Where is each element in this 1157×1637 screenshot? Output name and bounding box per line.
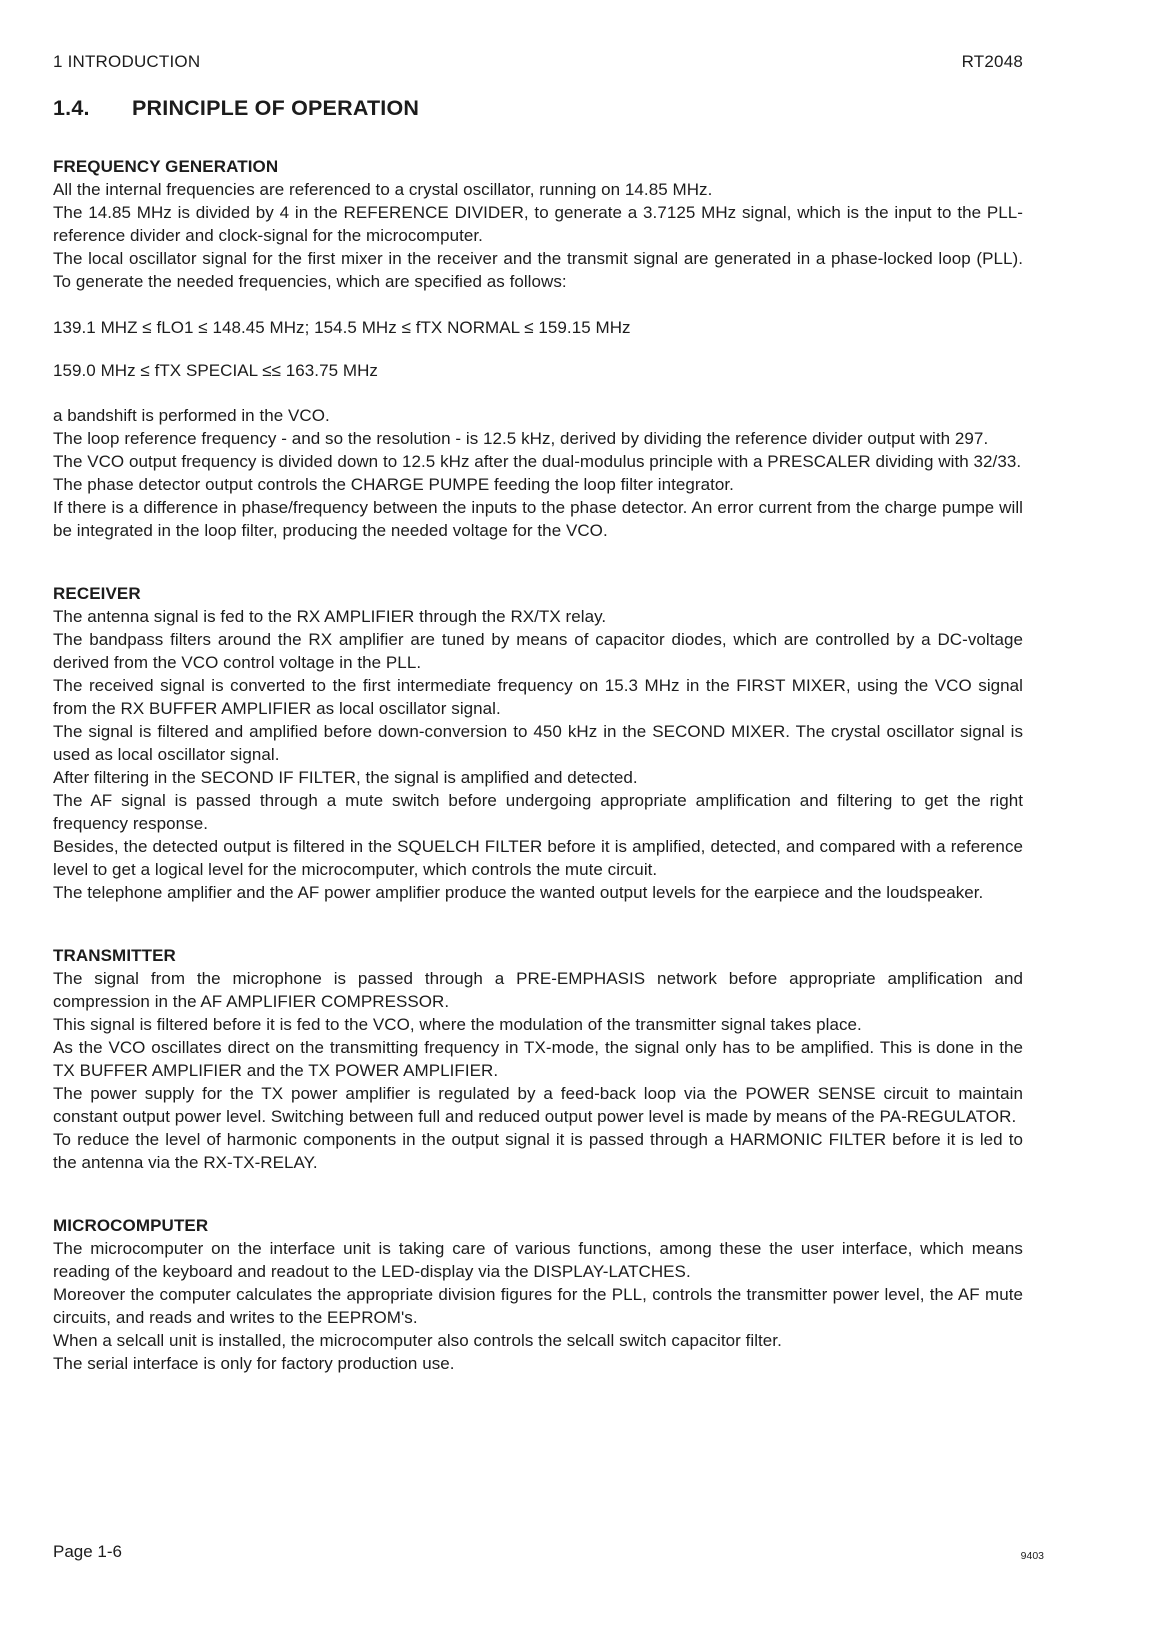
paragraph: After filtering in the SECOND IF FILTER, the signal is amplified and detected. xyxy=(53,768,638,787)
page-number: Page 1-6 xyxy=(53,1542,122,1561)
section-heading: FREQUENCY GENERATION xyxy=(53,157,279,176)
header-chapter-label: 1 INTRODUCTION xyxy=(53,52,201,71)
paragraph: The signal is filtered and amplified before down-conversion to 450 kHz in the SECOND MIXER. The crystal oscillator signal is used as local oscillator signal. xyxy=(53,722,1023,764)
section-heading: MICROCOMPUTER xyxy=(53,1216,209,1235)
paragraph: Besides, the detected output is filtered in the SQUELCH FILTER before it is amplified, detected, and compared with a reference level to get a logical level for the microcomputer, which controls the mute circuit. xyxy=(53,837,1023,879)
section-number: 1.4. xyxy=(53,96,90,120)
formula-line: 139.1 MHZ ≤ fLO1 ≤ 148.45 MHz; 154.5 MHz ≤ fTX NORMAL ≤ 159.15 MHz xyxy=(53,318,631,337)
paragraph: Moreover the computer calculates the appropriate division figures for the PLL, controls the transmitter power level, the AF mute circuits, and reads and writes to the EEPROM's. xyxy=(53,1285,1023,1327)
paragraph: The AF signal is passed through a mute switch before undergoing appropriate amplification and filtering to get the right frequency response. xyxy=(53,791,1023,833)
print-code: 9403 xyxy=(1020,1550,1044,1562)
page-header xyxy=(53,52,1023,72)
paragraph: The microcomputer on the interface unit is taking care of various functions, among these the user interface, which means reading of the keyboard and readout to the LED-display via the DISPLAY-LATCHES. xyxy=(53,1239,1023,1281)
paragraph: When a selcall unit is installed, the microcomputer also controls the selcall switch capacitor filter. xyxy=(53,1331,782,1350)
section-heading: RECEIVER xyxy=(53,584,141,603)
paragraph: The signal from the microphone is passed through a PRE-EMPHASIS network before appropriate amplification and compression in the AF AMPLIFIER COMPRESSOR. xyxy=(53,969,1023,1011)
formula-line: 159.0 MHz ≤ fTX SPECIAL ≤≤ 163.75 MHz xyxy=(53,361,378,380)
paragraph: The local oscillator signal for the first mixer in the receiver and the transmit signal are generated in a phase-locked loop (PLL). To generate the needed frequencies, which are specified as follows: xyxy=(53,249,1023,291)
section-title xyxy=(53,96,1023,121)
paragraph: The 14.85 MHz is divided by 4 in the REFERENCE DIVIDER, to generate a 3.7125 MHz signal, which is the input to the PLL-reference divider and clock-signal for the microcomputer. xyxy=(53,203,1023,245)
paragraph: The phase detector output controls the CHARGE PUMPE feeding the loop filter integrator. xyxy=(53,475,734,494)
paragraph: The power supply for the TX power amplifier is regulated by a feed-back loop via the POWER SENSE circuit to maintain constant output power level. Switching between full and reduced output power level is made by means of the PA-REGULATOR. xyxy=(53,1084,1023,1126)
section-receiver xyxy=(53,582,1023,904)
paragraph: The telephone amplifier and the AF power amplifier produce the wanted output levels for the earpiece and the loudspeaker. xyxy=(53,883,984,902)
paragraph: The bandpass filters around the RX amplifier are tuned by means of capacitor diodes, which are controlled by a DC-voltage derived from the VCO control voltage in the PLL. xyxy=(53,630,1023,672)
section-title-text: PRINCIPLE OF OPERATION xyxy=(132,96,420,120)
paragraph: The received signal is converted to the first intermediate frequency on 15.3 MHz in the FIRST MIXER, using the VCO signal from the RX BUFFER AMPLIFIER as local oscillator signal. xyxy=(53,676,1023,718)
paragraph: To reduce the level of harmonic components in the output signal it is passed through a HARMONIC FILTER before it is led to the antenna via the RX-TX-RELAY. xyxy=(53,1130,1023,1172)
paragraph: The antenna signal is fed to the RX AMPLIFIER through the RX/TX relay. xyxy=(53,607,607,626)
paragraph: If there is a difference in phase/frequency between the inputs to the phase detector. An error current from the charge pumpe will be integrated in the loop filter, producing the needed voltage for the VCO. xyxy=(53,498,1023,540)
paragraph: a bandshift is performed in the VCO. xyxy=(53,406,330,425)
section-heading: TRANSMITTER xyxy=(53,946,176,965)
paragraph: All the internal frequencies are referenced to a crystal oscillator, running on 14.85 MHz. xyxy=(53,180,713,199)
paragraph: The VCO output frequency is divided down to 12.5 kHz after the dual-modulus principle with a PRESCALER dividing with 32/33. xyxy=(53,452,1022,471)
header-model-label: RT2048 xyxy=(961,52,1023,71)
section-microcomputer xyxy=(53,1214,1023,1375)
paragraph: As the VCO oscillates direct on the transmitting frequency in TX-mode, the signal only has to be amplified. This is done in the TX BUFFER AMPLIFIER and the TX POWER AMPLIFIER. xyxy=(53,1038,1023,1080)
paragraph: The serial interface is only for factory production use. xyxy=(53,1354,455,1373)
section-frequency-generation xyxy=(53,155,1023,542)
paragraph: The loop reference frequency - and so the resolution - is 12.5 kHz, derived by dividing the reference divider output with 297. xyxy=(53,429,989,448)
section-transmitter xyxy=(53,944,1023,1174)
paragraph: This signal is filtered before it is fed to the VCO, where the modulation of the transmitter signal takes place. xyxy=(53,1015,862,1034)
